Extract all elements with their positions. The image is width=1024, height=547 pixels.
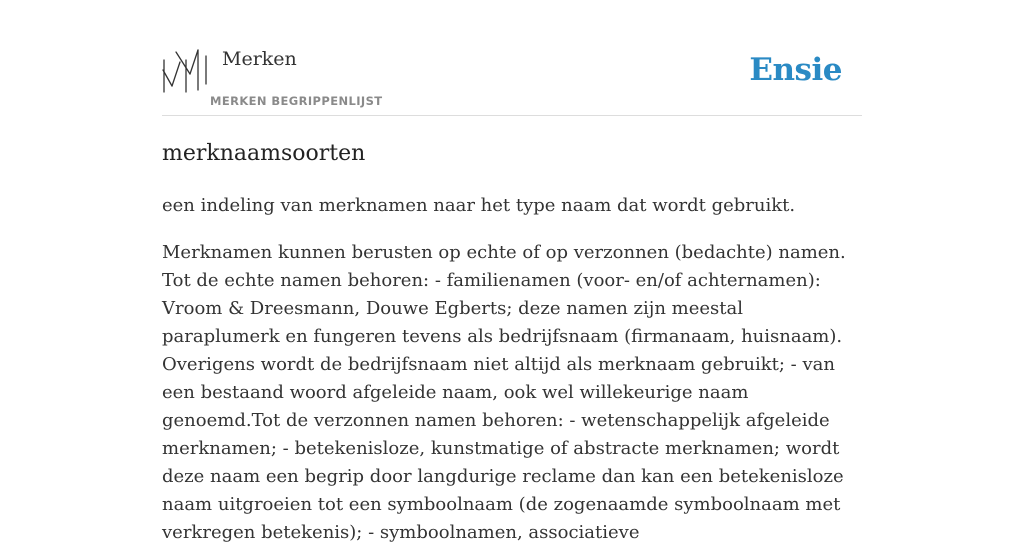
definition-text: een indeling van merknamen naar het type naam dat wordt gebruikt. [162, 195, 796, 216]
site-subtitle: MERKEN BEGRIPPENLIJST [210, 94, 383, 108]
merken-logo-icon[interactable] [162, 48, 208, 94]
site-name-link[interactable]: Merken [222, 48, 297, 70]
page-title: merknaamsoorten [162, 141, 366, 166]
body-text: Merknamen kunnen berusten op echte of op verzonnen (bedachte) namen. Tot de echte namen behoren: - familienamen (voor- en/of achternamen): Vroom & Dreesmann, Douwe Egberts; deze namen zijn meestal paraplumerk en fungeren tevens als bedrijfsnaam (firmanaam, huisnaam). Overigens wordt de bedrijfsnaam niet altijd als merknaam gebruikt; - van een bestaand woord afgeleide naam, ook wel willekeurige naam genoemd.Tot de verzonnen namen behoren: - wetenschappelijk afgeleide merknamen; - betekenisloze, kunstmatige of abstracte merknamen; wordt deze naam een begrip door langdurige reclame dan kan een betekenisloze naam uitgroeien tot een symboolnaam (de zogenaamde symboolnaam met verkregen betekenis); - symboolnamen, associatieve [162, 242, 846, 543]
site-header [162, 44, 862, 116]
ensie-brand-link[interactable]: Ensie [749, 52, 842, 88]
